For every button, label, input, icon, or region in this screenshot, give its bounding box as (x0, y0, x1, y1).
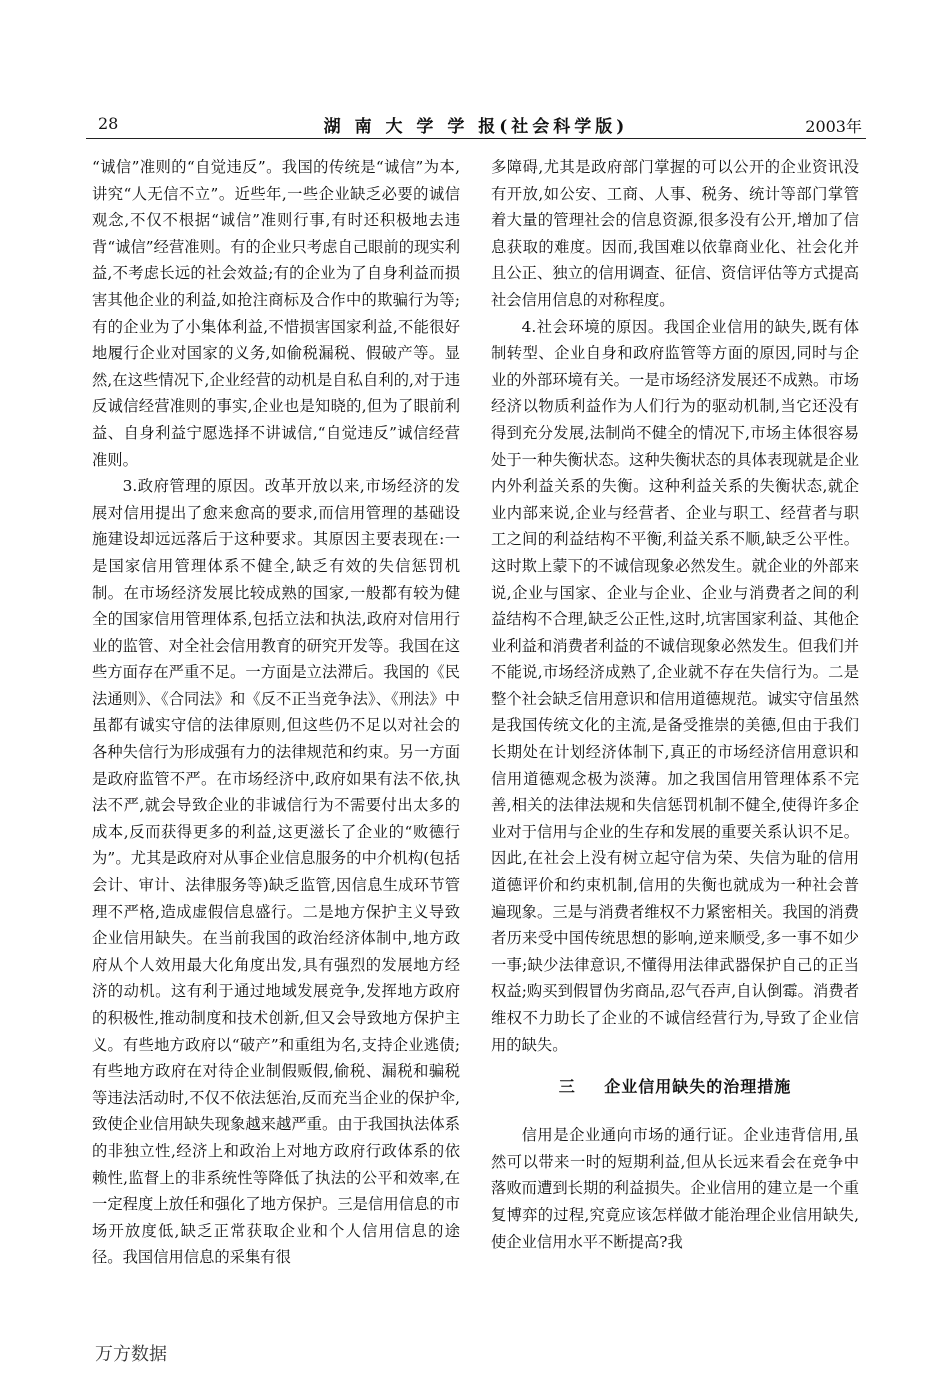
publication-year: 2003年 (805, 117, 862, 136)
paragraph-information-barriers: 多障碍,尤其是政府部门掌握的可以公开的企业资讯没有开放,如公安、工商、人事、税务、统计等部门掌管着大量的管理社会的信息资源,很多没有公开,增加了信息获取的难度。因而,我国难以依靠商业化、社会化并且公正、独立的信用调查、征信、资信评估等方式提高社会信用信息的对称程度。 (491, 158, 859, 309)
journal-title: 湖 南 大 学 学 报(社会科学版) (323, 117, 629, 137)
page-number: 28 (98, 114, 119, 133)
database-watermark: 万方数据 (95, 1344, 167, 1365)
paragraph-social-environment: 4.社会环境的原因。我国企业信用的缺失,既有体制转型、企业自身和政府监管等方面的原因,同时与企业的外部环境有关。一是市场经济发展还不成熟。市场经济以物质利益作为人们行为的驱动机制,当它还没有得到充分发展,法制尚不健全的情况下,市场主体很容易处于一种失衡状态。这种失衡状态的具体表现就是企业内外利益关系的失衡。这种利益关系的失衡状态,就企业内部来说,企业与经营者、企业与职工、经营者与职工之间的利益结构不平衡,利益关系不顺,缺乏公平性。这时欺上蒙下的不诚信现象必然发生。就企业的外部来说,企业与国家、企业与企业、企业与消费者之间的利益结构不合理,缺乏公正性,这时,坑害国家利益、其他企业利益和消费者利益的不诚信现象必然发生。但我们并不能说,市场经济成熟了,企业就不存在失信行为。二是整个社会缺乏信用意识和信用道德规范。诚实守信虽然是我国传统文化的主流,是备受推崇的美德,但由于我们长期处在计划经济体制下,真正的市场经济信用意识和信用道德观念极为淡薄。加之我国信用管理体系不完善,相关的法律法规和失信惩罚机制不健全,使得许多企业对于信用与企业的生存和发展的重要关系认识不足。因此,在社会上没有树立起守信为荣、失信为耻的信用道德评价和约束机制,信用的失衡也就成为一种社会普遍现象。三是与消费者维权不力紧密相关。我国的消费者历来受中国传统思想的影响,逆来顺受,多一事不如少一事;缺少法律意识,不懂得用法律武器保护自己的正当权益;购买到假冒伪劣商品,忍气吞声,自认倒霉。消费者维权不力助长了企业的不诚信经营行为,导致了企业信用的缺失。 (491, 317, 859, 1054)
section-heading (491, 1074, 859, 1097)
running-header (86, 112, 866, 139)
paragraph-government-management: 3.政府管理的原因。改革开放以来,市场经济的发展对信用提出了愈来愈高的要求,而信用管理的基础设施建设却远远落后于这种要求。其原因主要表现在:一是国家信用管理体系不健全,缺乏有效的失信惩罚机制。在市场经济发展比较成熟的国家,一般都有较为健全的国家信用管理体系,包括立法和执法,政府对信用行业的监管、对全社会信用教育的研究开发等。我国在这些方面存在严重不足。一方面是立法滞后。我国的《民法通则》、《合同法》和《反不正当竞争法》、《刑法》中虽都有诚实守信的法律原则,但这些仍不足以对社会的各种失信行为形成强有力的法律规范和约束。另一方面是政府监管不严。在市场经济中,政府如果有法不依,执法不严,就会导致企业的非诚信行为不需要付出太多的成本,反而获得更多的利益,这更滋长了企业的“败德行为”。尤其是政府对从事企业信息服务的中介机构(包括会计、审计、法律服务等)缺乏监管,因信息生成环节管理不严格,造成虚假信息盛行。二是地方保护主义导致企业信用缺失。在当前我国的政治经济体制中,地方政府从个人效用最大化角度出发,具有强烈的发展地方经济的动机。这有利于通过地域发展竞争,发挥地方政府的积极性,推动制度和技术创新,但又会导致地方保护主义。有些地方政府以“破产”和重组为名,支持企业逃债;有些地方政府在对待企业制假贩假,偷税、漏税和骗税等违法活动时,不仅不依法惩治,反而充当企业的保护伞,致使企业信用缺失现象越来越严重。由于我国执法体系的非独立性,经济上和政治上对地方政府行政体系的依赖性,监督上的非系统性等降低了执法的公平和效率,在一定程度上放任和强化了地方保护。三是信用信息的市场开放度低,缺乏正常获取企业和个人信用信息的途径。我国信用信息的采集有很 (92, 477, 460, 1267)
right-column (491, 154, 859, 1255)
section-number: 三 (558, 1077, 576, 1097)
paragraph-governance-intro: 信用是企业通向市场的通行证。企业违背信用,虽然可以带来一时的短期利益,但从长远来看会在竞争中落败而遭到长期的利益损失。企业信用的建立是一个重复博弈的过程,究竟应该怎样做才能治理企业信用缺失,使企业信用水平不断提高?我 (491, 1126, 859, 1251)
left-column (92, 154, 460, 1271)
paragraph-self-violation: “诚信”准则的“自觉违反”。我国的传统是“诚信”为本,讲究“人无信不立”。近些年,一些企业缺乏必要的诚信观念,不仅不根据“诚信”准则行事,有时还积极地去违背“诚信”经营准则。有的企业只考虑自己眼前的现实利益,不考虑长远的社会效益;有的企业为了自身利益而损害其他企业的利益,如抢注商标及合作中的欺骗行为等;有的企业为了小集体利益,不惜损害国家利益,不能很好地履行企业对国家的义务,如偷税漏税、假破产等。显然,在这些情况下,企业经营的动机是自私自利的,对于违反诚信经营准则的事实,企业也是知晓的,但为了眼前利益、自身利益宁愿选择不讲诚信,“自觉违反”诚信经营准则。 (92, 158, 460, 469)
section-title: 企业信用缺失的治理措施 (604, 1077, 792, 1097)
